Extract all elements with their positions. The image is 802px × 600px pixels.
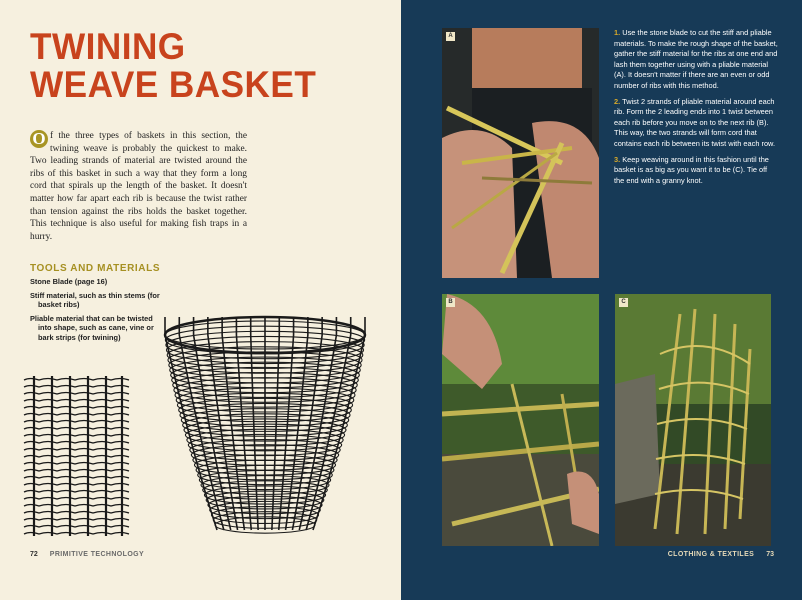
drop-cap: O xyxy=(30,130,48,148)
left-footer xyxy=(30,551,144,558)
tools-heading: TOOLS AND MATERIALS xyxy=(30,263,161,274)
intro-text: f the three types of baskets in this section, the twining weave is probably the quickest to make. Two leading strands of material are twisted around the ribs of this basket in such a way that they form a long cord that spirals up the length of the basket. It doesn't matter how far apart each rib is because the twist rather than tension against the ribs holds the basket together. This technique is also useful for making fish traps in a hurry. xyxy=(30,131,247,242)
photo-b xyxy=(442,294,599,546)
basket-illustration xyxy=(150,290,380,550)
step-2 xyxy=(614,97,779,150)
page-number-left: 72 xyxy=(30,551,38,558)
right-footer xyxy=(668,551,774,558)
step-number: 3. xyxy=(614,154,621,164)
intro-paragraph xyxy=(30,130,247,243)
step-3 xyxy=(614,155,779,187)
tool-item: Stone Blade (page 16) xyxy=(30,277,108,286)
photo-a xyxy=(442,28,599,278)
photo-b-image xyxy=(442,294,599,546)
title-line-1: TWINING xyxy=(30,26,186,67)
photo-label-a: A xyxy=(446,32,455,41)
page-title xyxy=(30,28,390,104)
photo-c-image xyxy=(615,294,771,546)
title-line-2: WEAVE BASKET xyxy=(30,64,317,105)
photo-a-image xyxy=(442,28,599,278)
right-page xyxy=(401,0,802,600)
page-number-right: 73 xyxy=(766,551,774,558)
section-name-right: CLOTHING & TEXTILES xyxy=(667,551,755,558)
tool-item: Stiff material, such as thin stems (for basket ribs) xyxy=(30,290,160,310)
photo-label-b: B xyxy=(446,298,455,307)
tool-item: Pliable material that can be twisted into shape, such as cane, vine or bark strips (for twining) xyxy=(30,313,154,342)
section-name-left: PRIMITIVE TECHNOLOGY xyxy=(49,551,145,558)
instruction-steps xyxy=(614,28,779,191)
step-1 xyxy=(614,28,779,92)
step-number: 1. xyxy=(614,28,621,37)
step-number: 2. xyxy=(614,96,621,106)
step-text: Twist 2 strands of pliable material around each rib. Form the 2 leading ends into 1 twist between each rib before you move on to the next rib (B). This way, the two strands will form cord that contains each rib between its twist with each row. xyxy=(614,96,776,148)
step-text: Keep weaving around in this fashion until the basket is as big as you want it to be (C). Tie off the end with a granny knot. xyxy=(614,154,769,185)
step-text: Use the stone blade to cut the stiff and pliable materials. To make the rough shape of the basket, gather the stiff material for the ribs at one end and lash them together using with a pliable material (A). It doesn't matter if there are an even or odd number of ribs with this method. xyxy=(614,28,778,90)
weave-pattern-illustration xyxy=(22,372,130,540)
tools-list xyxy=(30,277,160,347)
photo-c xyxy=(615,294,771,546)
photo-label-c: C xyxy=(619,298,628,307)
